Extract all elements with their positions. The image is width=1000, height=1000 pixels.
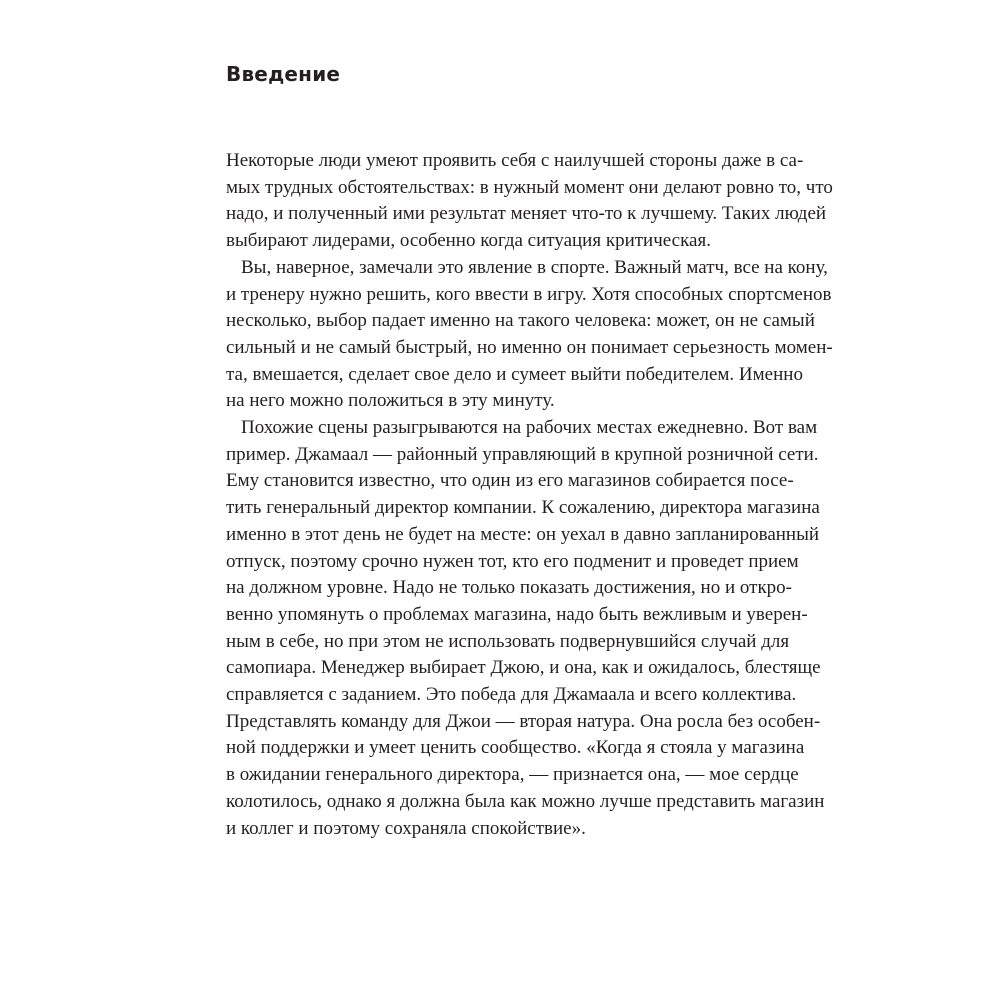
text-line: на него можно положиться в эту минуту. <box>226 390 555 412</box>
text-line: Вы, наверное, замечали это явление в спорте. Важный матч, все на кону, <box>241 256 828 278</box>
text-line: Представлять команду для Джои — вторая натура. Она росла без особен- <box>226 710 821 732</box>
text-line: сильный и не самый быстрый, но именно он понимает серьезность момен- <box>226 336 833 358</box>
chapter-body <box>226 148 833 842</box>
text-line: и тренеру нужно решить, кого ввести в игру. Хотя способных спортсменов <box>226 283 832 305</box>
text-line: надо, и полученный ими результат меняет что-то к лучшему. Таких людей <box>226 203 827 225</box>
text-line: венно упомянуть о проблемах магазина, надо быть вежливым и уверен- <box>226 603 808 625</box>
text-line: мых трудных обстоятельствах: в нужный момент они делают ровно то, что <box>226 176 833 198</box>
text-line: та, вмешается, сделает свое дело и сумеет выйти победителем. Именно <box>226 363 803 385</box>
text-line: и коллег и поэтому сохраняла спокойствие». <box>226 817 586 839</box>
text-line: самопиара. Менеджер выбирает Джою, и она, как и ожидалось, блестяще <box>226 657 821 679</box>
text-line: справляется с заданием. Это победа для Джамаала и всего коллектива. <box>226 684 797 706</box>
text-line: тить генеральный директор компании. К сожалению, директора магазина <box>226 497 820 519</box>
text-line: несколько, выбор падает именно на такого человека: может, он не самый <box>226 310 815 332</box>
text-line: Ему становится известно, что один из его магазинов собирается посе- <box>226 470 794 492</box>
chapter-heading: Введение <box>226 62 341 86</box>
paragraph-1 <box>226 148 833 255</box>
text-line: Похожие сцены разыгрываются на рабочих местах ежедневно. Вот вам <box>241 417 818 439</box>
text-line: Некоторые люди умеют проявить себя с наилучшей стороны даже в са- <box>226 150 804 171</box>
text-line: в ожидании генерального директора, — признается она, — мое сердце <box>226 764 799 786</box>
text-line: именно в этот день не будет на месте: он уехал в давно запланированный <box>226 523 820 545</box>
text-line: отпуск, поэтому срочно нужен тот, кто его подменит и проведет прием <box>226 550 799 572</box>
text-line: ным в себе, но при этом не использовать подвернувшийся случай для <box>226 630 790 652</box>
paragraph-3 <box>226 415 825 842</box>
text-line: ной поддержки и умеет ценить сообщество. «Когда я стояла у магазина <box>226 737 805 759</box>
text-line: выбирают лидерами, особенно когда ситуация критическая. <box>226 230 711 252</box>
text-line: пример. Джамаал — районный управляющий в крупной розничной сети. <box>226 443 819 465</box>
text-line: на должном уровне. Надо не только показать достижения, но и откро- <box>226 577 793 599</box>
text-line: колотилось, однако я должна была как можно лучше представить магазин <box>226 790 825 812</box>
paragraph-2 <box>226 255 833 415</box>
